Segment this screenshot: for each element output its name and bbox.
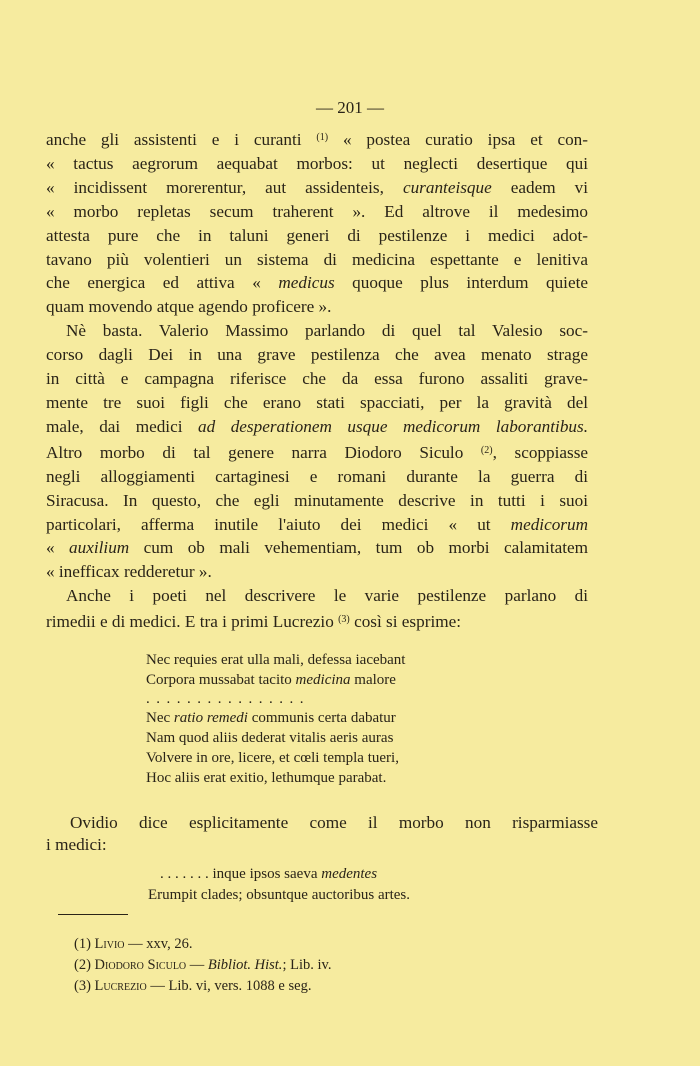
text-line: Nè basta. Valerio Massimo parlando di quel tal Valesio soc- xyxy=(66,321,588,341)
text-line: « auxilium cum ob mali vehementiam, tum ob morbi calamitatem xyxy=(46,538,588,558)
text-line: « tactus aegrorum aequabat morbos: ut neglecti desertique qui xyxy=(46,153,588,173)
text-line: male, dai medici ad desperationem usque medicorum laborantibus. xyxy=(46,416,588,436)
text-line: rimedii e di medici. E tra i primi Lucrezio $^{(3)}$ così si esprime: xyxy=(46,612,461,632)
text-line: che energica ed attiva « medicus quoque plus interdum quiete xyxy=(46,273,588,293)
footnote-ref: (1) xyxy=(316,132,329,143)
ellipsis-dots: ................ xyxy=(146,691,310,707)
verse-line: Corpora mussabat tacito medicina malore xyxy=(146,672,396,688)
text-line: Ovidio dice esplicitamente come il morbo non risparmiasse xyxy=(70,813,598,832)
verse-line: Hoc aliis erat exitio, lethumque parabat. xyxy=(146,770,387,786)
footnote: (2) Diodoro Siculo — Bibliot. Hist.; Lib. iv. xyxy=(74,957,332,973)
footnote: (1) Livio — xxv, 26. xyxy=(74,936,193,952)
paragraph-3 xyxy=(46,584,588,634)
text-line: Siracusa. In questo, che egli minutamente descrive in tutti i suoi xyxy=(46,490,588,510)
footnote-divider xyxy=(58,914,128,915)
footnote: (3) Lucrezio — Lib. vi, vers. 1088 e seg. xyxy=(74,978,312,994)
page-number: — 201 — xyxy=(316,98,384,117)
text-line: in città e campagna riferisce che da essa furono assaliti grave- xyxy=(46,369,588,389)
footnotes xyxy=(74,934,331,997)
verse-line: Nam quod aliis dederat vitalis aeris auras xyxy=(146,730,394,746)
verse-line: Erumpit clades; obsuntque auctoribus artes. xyxy=(148,887,411,903)
text-line: tavano più volentieri un sistema di medicina espettante e lenitiva xyxy=(46,249,588,269)
text-line: attesta pure che in taluni generi di pestilenze i medici adot- xyxy=(46,225,588,245)
main-text xyxy=(46,126,588,634)
lucretius-quote xyxy=(146,650,405,788)
footnote-ref: (3) xyxy=(338,614,350,626)
text-line: « incidissent morerentur, aut assidenteis, curanteisque eadem vi xyxy=(46,177,589,197)
text-line: quam movendo atque agendo proficere ». xyxy=(46,297,332,317)
text-line: « morbo repletas secum traherent ». Ed altrove il medesimo xyxy=(46,201,588,221)
paragraph-2 xyxy=(46,319,588,584)
text-line: i medici: xyxy=(46,835,107,854)
paragraph-1 xyxy=(46,126,588,319)
verse-line: Volvere in ore, licere, et cœli templa tueri, xyxy=(146,750,399,766)
text-line: corso dagli Dei in una grave pestilenza che avea menato strage xyxy=(46,345,588,365)
text-line: anche gli assistenti e i curanti $^{(1)}$ « postea curatio ipsa et con- xyxy=(46,130,589,149)
text-line: Altro morbo di tal genere narra Diodoro Siculo $^{(2)}$, scoppiasse xyxy=(46,442,589,462)
verse-line: Nec requies erat ulla mali, defessa iacebant xyxy=(146,652,406,668)
footnote-ref: (2) xyxy=(480,444,493,456)
text-line: « inefficax redderetur ». xyxy=(46,562,212,582)
text-line: Anche i poeti nel descrivere le varie pestilenze parlano di xyxy=(66,586,588,606)
paragraph-4 xyxy=(46,812,598,856)
verse-line: . . . . . . . inque ipsos saeva medentes xyxy=(160,866,378,882)
verse-line: Nec ratio remedi communis certa dabatur xyxy=(146,710,396,726)
ovid-quote xyxy=(148,864,410,906)
text-line: negli alloggiamenti cartaginesi e romani durante la guerra di xyxy=(46,466,588,486)
text-line: particolari, afferma inutile l'aiuto dei medici « ut medicorum xyxy=(46,514,588,534)
text-line: mente tre suoi figli che erano stati spacciati, per la gravità del xyxy=(46,392,588,412)
